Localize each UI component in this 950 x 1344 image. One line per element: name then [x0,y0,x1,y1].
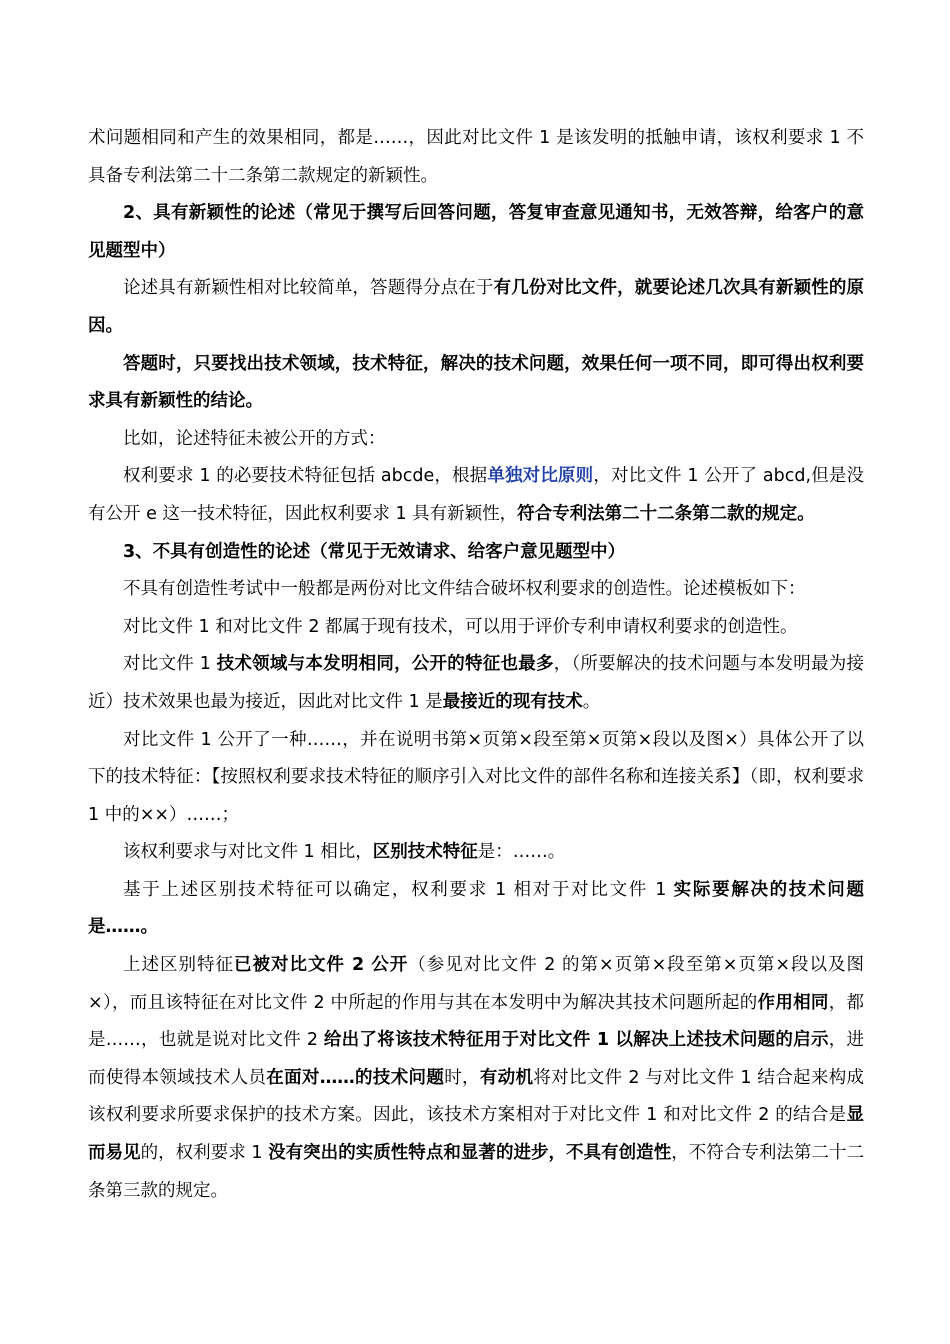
bold-text-run: 实际要解决的技术问题是……。 [88,879,864,938]
text-run: 权利要求 1 的必要技术特征包括 abcde，根据 [123,466,488,487]
body-paragraph [88,872,864,947]
text-run: ，（所要解决的技术问题与本发明最为接近）技术效果也最为接近，因此对比文件 1 是 [88,654,864,712]
text-run: 答题时，只要找出技术领域，技术特征，解决的技术问题，效果任何一项不同，即可得出权利要求具有新颖性的结论。 [88,353,864,412]
body-paragraph [88,947,864,1210]
body-paragraph [88,722,864,835]
bold-text-run: 显而易见 [88,1105,864,1164]
text-run: 对比文件 1 [123,654,217,675]
body-paragraph [88,571,864,609]
bold-text-run: 有几份对比文件，就要论述几次具有新颖性的原因。 [88,278,865,336]
text-run: 将对比文件 2 与对比文件 1 结合起来构成该权利要求所要求保护的技术方案。因此，该技术方案相对于对比文件 1 和对比文件 2 的结合是 [88,1067,865,1126]
bold-text-run: 技术领域与本发明相同，公开的特征也最多 [216,654,554,675]
text-run: 该权利要求与对比文件 1 相比， [123,842,373,863]
hyperlink-text[interactable]: 单独对比原则 [487,466,594,487]
body-paragraph [88,834,864,872]
text-run: 不具有创造性考试中一般都是两份对比文件结合破坏权利要求的创造性。论述模板如下： [123,579,806,600]
bold-text-run: 在面对……的技术问题 [266,1067,445,1088]
text-run: 的，权利要求 1 [140,1143,269,1164]
body-paragraph [88,120,864,195]
bold-text-run: 符合专利法第二十二条第二款的规定。 [517,503,815,524]
text-run: ，不符合专利法第二十二条第三款的规定。 [88,1143,865,1201]
document-body [88,120,864,1210]
text-run: 上述区别特征 [123,955,234,976]
body-paragraph [88,646,864,721]
text-run: 2、具有新颖性的论述（常见于撰写后回答问题，答复审查意见通知书，无效答辩，给客户的意见题型中） [88,203,864,261]
section-heading [88,534,864,572]
bold-text-run: 区别技术特征 [372,842,478,863]
section-heading [88,195,864,270]
text-run: 论述具有新颖性相对比较简单，答题得分点在于 [123,278,494,299]
bold-text-run: 有动机 [479,1067,534,1088]
text-run: ，进而使得本领域技术人员 [88,1030,864,1088]
text-run: 。 [582,691,601,712]
text-run: ，对比文件 1 公开了 abcd,但是没有公开 e 这一技术特征，因此权利要求 1 具有新颖性， [88,466,865,524]
bold-text-run: 作用相同 [757,992,829,1013]
body-paragraph [88,270,864,345]
body-paragraph [88,458,864,533]
section-heading [88,346,864,421]
text-run: ，都是……，也就是说对比文件 2 [88,992,865,1051]
text-run: （参见对比文件 2 的第×页第×段至第×页第×段以及图×），而且该特征在对比文件 2 中所起的作用与其在本发明中为解决其技术问题所起的 [88,955,864,1013]
text-run: 是：……。 [477,842,566,863]
bold-text-run: 给出了将该技术特征用于对比文件 1 以解决上述技术问题的启示 [323,1030,829,1051]
text-run: 对比文件 1 和对比文件 2 都属于现有技术，可以用于评价专利申请权利要求的创造性。 [123,616,798,637]
bold-text-run: 没有突出的实质性特点和显著的进步，不具有创造性 [268,1143,672,1164]
text-run: 时， [444,1067,480,1088]
text-run: 3、不具有创造性的论述（常见于无效请求、给客户意见题型中） [123,541,626,562]
bold-text-run: 已被对比文件 2 公开 [233,955,409,976]
text-run: 基于上述区别技术特征可以确定，权利要求 1 相对于对比文件 1 [123,879,674,900]
text-run: 对比文件 1 公开了一种……，并在说明书第×页第×段至第×页第×段以及图×）具体公开了以下的技术特征：【按照权利要求技术特征的顺序引入对比文件的部件名称和连接关系】（即，权利要求 1 中的××）……； [88,729,864,825]
body-paragraph [88,421,864,459]
body-paragraph [88,609,864,647]
text-run: 比如，论述特征未被公开的方式： [123,428,386,449]
text-run: 术问题相同和产生的效果相同，都是……，因此对比文件 1 是该发明的抵触申请，该权利要求 1 不具备专利法第二十二条第二款规定的新颖性。 [88,128,864,186]
bold-text-run: 最接近的现有技术 [442,691,583,712]
